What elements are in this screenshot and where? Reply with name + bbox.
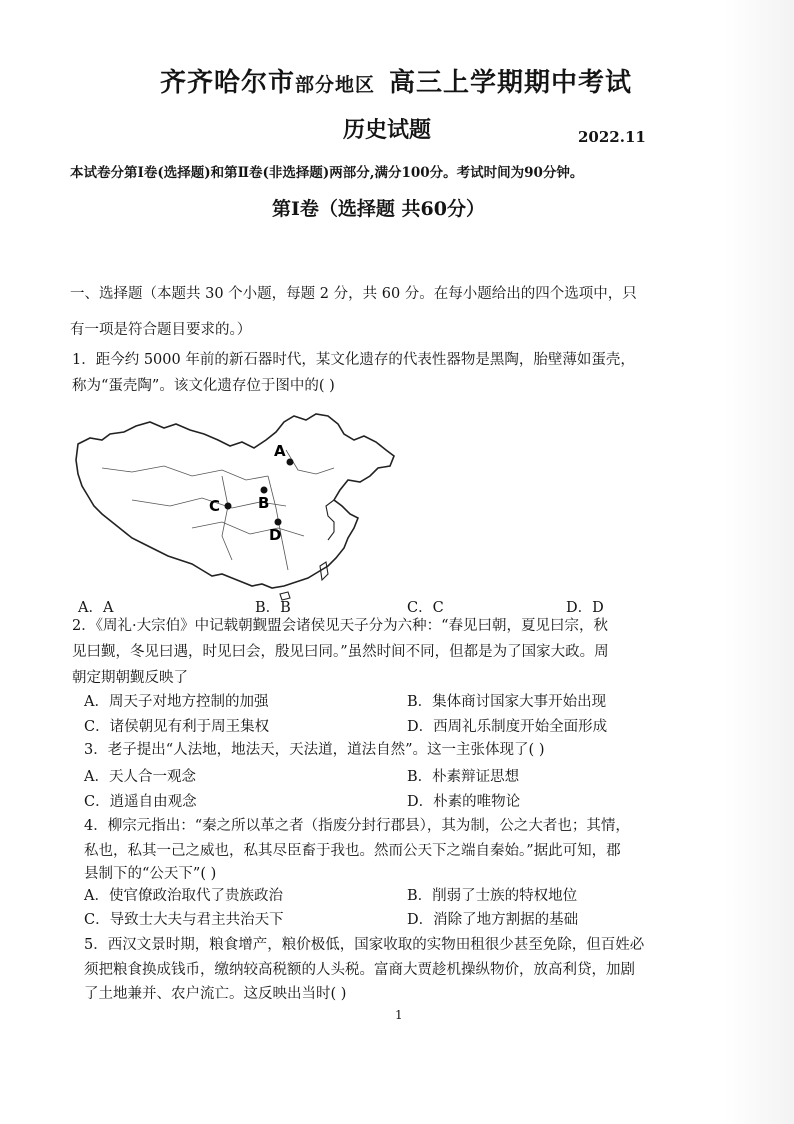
coastal-line [326, 500, 334, 540]
q4-option-a[interactable]: A．使官僚政治取代了贵族政治 [84, 888, 283, 904]
question-5-line3: 了土地兼并、农户流亡。这反映出当时( ) [84, 986, 347, 1002]
page-number: 1 [395, 1008, 403, 1022]
q2-option-d[interactable]: D．西周礼乐制度开始全面形成 [407, 719, 608, 735]
title-exam: 高三上学期期中考试 [389, 68, 633, 98]
q3-option-a[interactable]: A．天人合一观念 [84, 769, 196, 785]
q1-option-b[interactable]: B．B [255, 600, 291, 616]
section-intro-line2: 有一项是符合题目要求的。） [70, 322, 252, 338]
question-2-line2: 见曰觐，冬见曰遇，时见曰会，殷见曰同。”虽然时间不同，但都是为了国家大政。周 [72, 644, 609, 660]
question-5-line1: 5．西汉文景时期，粮食增产，粮价极低，国家收取的实物田租很少甚至免除，但百姓必 [84, 937, 645, 953]
question-4-line2: 私也，私其一己之威也，私其尽臣畜于我也。然而公天下之端自秦始。”据此可知，郡 [84, 843, 621, 859]
question-1-line2: 称为“蛋壳陶”。该文化遗存位于图中的( ) [72, 378, 335, 394]
map-point-b [261, 487, 268, 494]
map-point-a [287, 459, 294, 466]
question-4-line1: 4．柳宗元指出：“秦之所以革之者（指废分封行郡县），其为制，公之大者也；其情， [84, 818, 630, 834]
taiwan-island [320, 562, 328, 580]
question-1-line1: 1．距今约 5000 年前的新石器时代，某文化遗存的代表性器物是黑陶，胎壁薄如蛋壳， [72, 352, 635, 368]
q2-option-c[interactable]: C．诸侯朝见有利于周王集权 [84, 719, 270, 735]
q2-option-a[interactable]: A．周天子对地方控制的加强 [84, 694, 269, 710]
china-map-figure [72, 410, 407, 602]
q4-option-d[interactable]: D．消除了地方割据的基础 [407, 912, 579, 928]
map-label-c: C [209, 497, 221, 515]
scan-shadow [724, 0, 794, 1124]
question-2-line3: 朝定期朝觐反映了 [72, 670, 188, 686]
question-2-line1: 2．《周礼·大宗伯》中记载朝觐盟会诸侯见天子分为六种：“春见曰朝，夏见曰宗，秋 [72, 618, 608, 634]
map-label-d: D [269, 526, 282, 544]
q3-option-c[interactable]: C．逍遥自由观念 [84, 794, 197, 810]
q4-option-c[interactable]: C．导致士大夫与君主共治天下 [84, 912, 284, 928]
map-label-a: A [274, 442, 286, 460]
q1-option-a[interactable]: A．A [78, 600, 114, 616]
q1-option-d[interactable]: D．D [566, 600, 604, 616]
question-3-line1: 3．老子提出“人法地，地法天，天法道，道法自然”。这一主张体现了( ) [84, 742, 545, 758]
q2-option-b[interactable]: B．集体商讨国家大事开始出现 [407, 694, 607, 710]
section-intro-line1: 一、选择题（本题共 30 个小题，每题 2 分，共 60 分。在每小题给出的四个选项中，只 [70, 286, 637, 302]
exam-date: 2022.11 [578, 128, 646, 146]
china-outline [76, 414, 394, 588]
question-5-line2: 须把粮食换成钱币，缴纳较高税额的人头税。富商大贾趁机操纵物价，放高利贷，加剧 [84, 962, 635, 978]
subject-title: 历史试题 [343, 117, 432, 143]
q4-option-b[interactable]: B．削弱了士族的特权地位 [407, 888, 578, 904]
q1-option-c[interactable]: C．C [407, 600, 444, 616]
map-point-c [225, 503, 232, 510]
exam-title [160, 62, 632, 99]
question-4-line3: 县制下的“公天下”( ) [84, 866, 217, 882]
part1-heading: 第Ⅰ卷（选择题 共60分） [272, 198, 485, 220]
q3-option-b[interactable]: B．朴素辩证思想 [407, 769, 520, 785]
q3-option-d[interactable]: D．朴素的唯物论 [407, 794, 521, 810]
map-point-d [275, 519, 282, 526]
title-region: 部分地区 [295, 74, 376, 96]
title-city: 齐齐哈尔市 [160, 68, 296, 98]
map-label-b: B [258, 494, 270, 512]
exam-instructions: 本试卷分第Ⅰ卷(选择题)和第Ⅱ卷(非选择题)两部分,满分100分。考试时间为90分钟。 [70, 165, 584, 181]
